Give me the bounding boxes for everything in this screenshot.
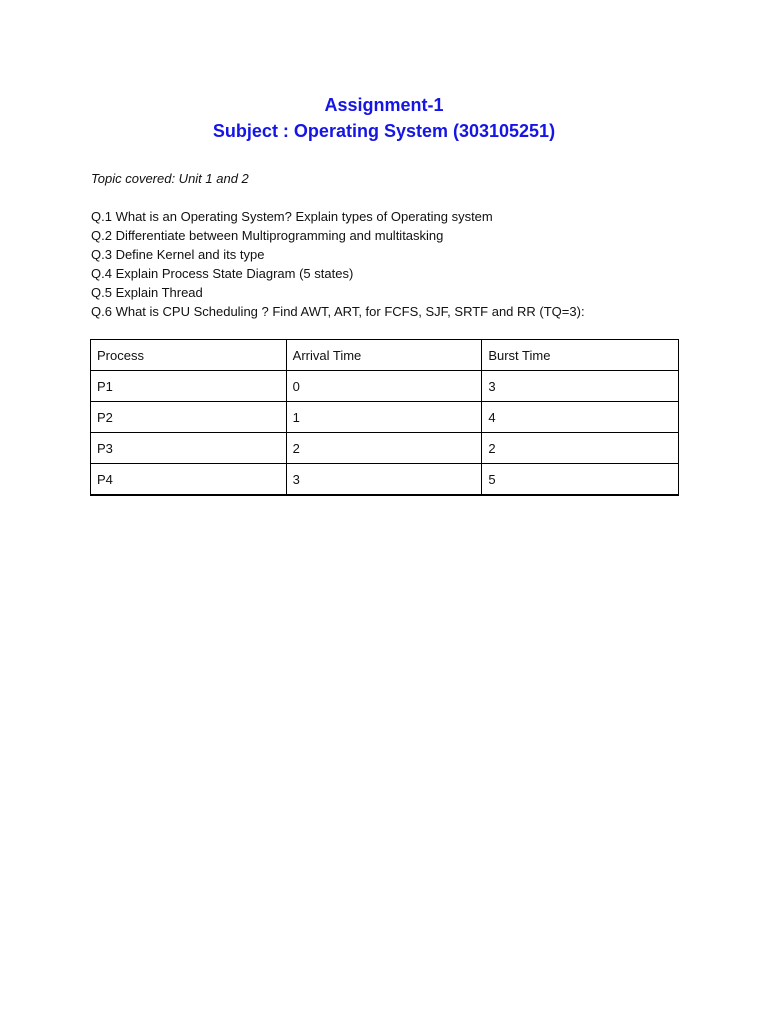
table-cell: P2 (91, 402, 287, 433)
table-header-burst-time: Burst Time (482, 340, 679, 371)
table-cell: 2 (286, 433, 482, 464)
table-header-process: Process (91, 340, 287, 371)
question-item: Q.5 Explain Thread (91, 285, 203, 300)
table-row (91, 402, 679, 433)
table-cell: P1 (91, 371, 287, 402)
question-item: Q.2 Differentiate between Multiprogramming and multitasking (91, 228, 444, 243)
subject-title: Subject : Operating System (303105251) (212, 121, 556, 141)
assignment-title: Assignment-1 (324, 95, 444, 115)
table-cell: 2 (482, 433, 679, 464)
table-row (91, 371, 679, 402)
question-item: Q.4 Explain Process State Diagram (5 states) (91, 266, 354, 281)
table-header-row (91, 340, 679, 371)
table-row (91, 433, 679, 464)
table-cell: 1 (286, 402, 482, 433)
table-cell: 3 (286, 464, 482, 496)
question-item: Q.1 What is an Operating System? Explain types of Operating system (91, 209, 493, 224)
process-table (90, 339, 679, 496)
table-cell: 3 (482, 371, 679, 402)
question-item: Q.3 Define Kernel and its type (91, 247, 265, 262)
title-block (0, 92, 768, 144)
question-item: Q.6 What is CPU Scheduling ? Find AWT, ART, for FCFS, SJF, SRTF and RR (TQ=3): (91, 304, 585, 319)
table-header-arrival-time: Arrival Time (286, 340, 482, 371)
topic-covered: Topic covered: Unit 1 and 2 (91, 171, 249, 186)
table-cell: P4 (91, 464, 287, 496)
table-cell: 5 (482, 464, 679, 496)
table-cell: 0 (286, 371, 482, 402)
table-cell: P3 (91, 433, 287, 464)
question-list (91, 207, 585, 321)
table-row (91, 464, 679, 496)
table-cell: 4 (482, 402, 679, 433)
